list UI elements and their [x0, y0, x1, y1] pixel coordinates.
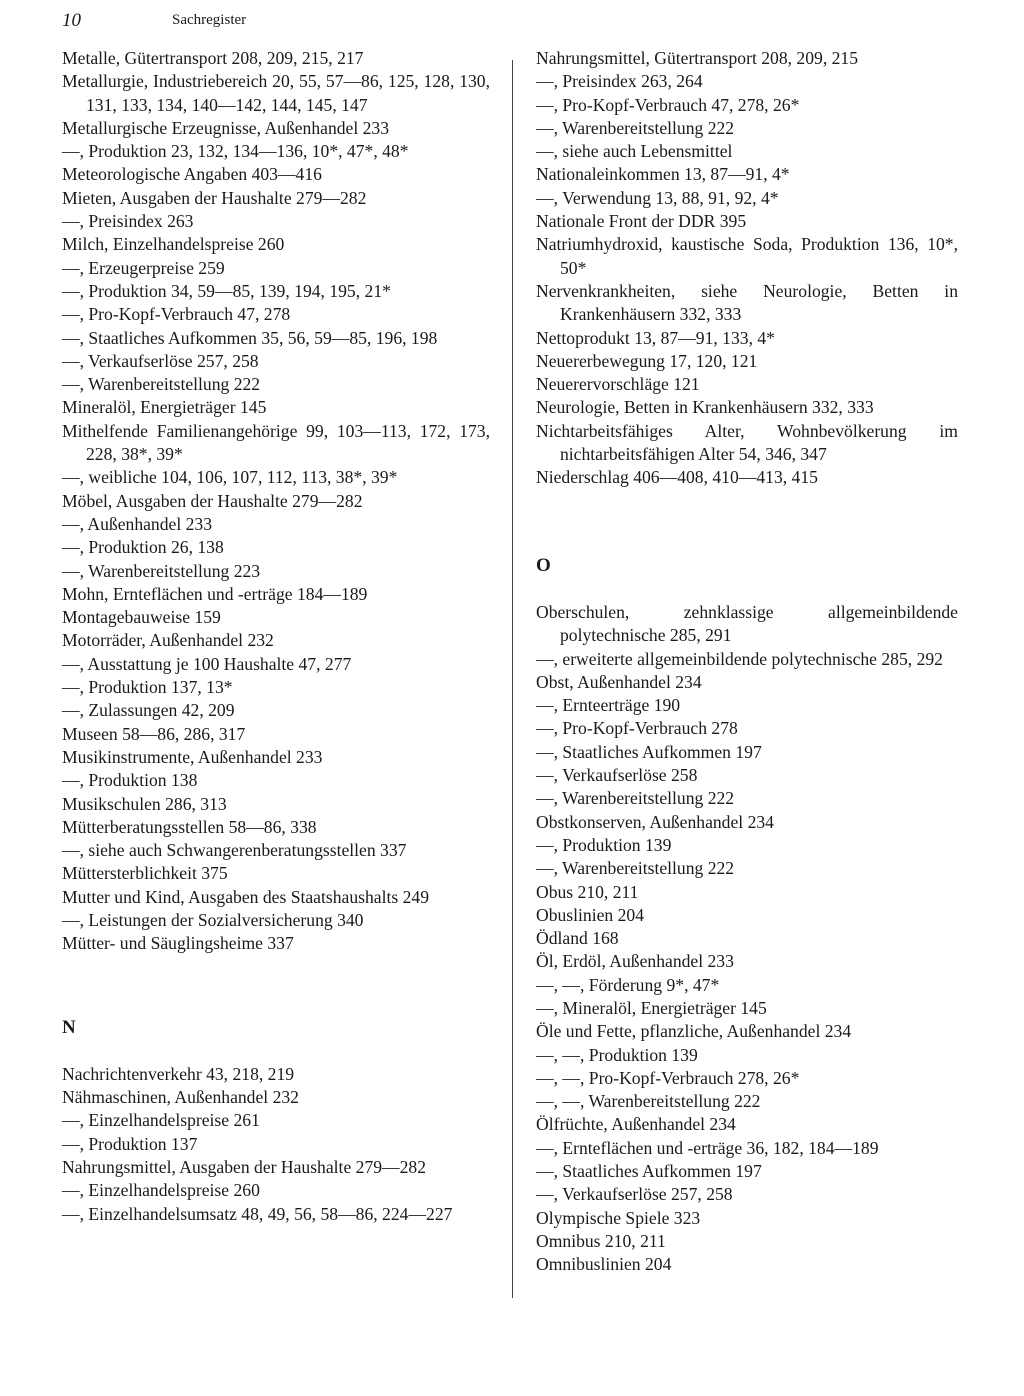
index-entry: —, Einzelhandelspreise 261 — [62, 1110, 260, 1131]
index-entry: —, Einzelhandelspreise 260 — [62, 1180, 260, 1201]
index-entry: —, Verkaufserlöse 258 — [536, 765, 698, 786]
index-entry: —, Ernteflächen und -erträge 36, 182, 184—189 — [536, 1137, 879, 1158]
section-gap — [536, 577, 958, 601]
index-entry: Nahrungsmittel, Ausgaben der Haushalte 279—282 — [62, 1157, 427, 1178]
index-entry: —, Verwendung 13, 88, 91, 92, 4* — [536, 187, 779, 208]
index-entry: —, Warenbereitstellung 222 — [536, 788, 735, 809]
index-entry: Obstkonserven, Außenhandel 234 — [536, 811, 774, 832]
index-entry: Obst, Außenhandel 234 — [536, 671, 702, 692]
index-entry: Nettoprodukt 13, 87—91, 133, 4* — [536, 327, 775, 348]
section-gap — [536, 490, 958, 554]
index-entry: —, Verkaufserlöse 257, 258 — [536, 1184, 733, 1205]
index-entry: —, Warenbereitstellung 222 — [62, 374, 261, 395]
index-group-o — [536, 601, 958, 1277]
index-entry: Ödland 168 — [536, 928, 619, 949]
section-gap — [62, 1039, 490, 1063]
index-entry: Museen 58—86, 286, 317 — [62, 723, 246, 744]
section-gap — [62, 956, 490, 1016]
index-entry: Nachrichtenverkehr 43, 218, 219 — [62, 1063, 295, 1084]
index-group-n-left — [62, 1063, 490, 1226]
index-entry: —, siehe auch Lebensmittel — [536, 141, 733, 162]
index-entry: —, —, Förderung 9*, 47* — [536, 974, 720, 995]
index-entry: Milch, Einzelhandelspreise 260 — [62, 234, 285, 255]
column-divider — [512, 60, 513, 1298]
index-entry: Montagebauweise 159 — [62, 607, 221, 628]
index-entry: Meteorologische Angaben 403—416 — [62, 164, 322, 185]
index-group-m — [62, 47, 490, 956]
index-entry: Möbel, Ausgaben der Haushalte 279—282 — [62, 490, 363, 511]
index-entry: —, Pro-Kopf-Verbrauch 47, 278, 26* — [536, 94, 800, 115]
section-letter-n: N — [62, 1016, 76, 1038]
index-entry: —, Pro-Kopf-Verbrauch 47, 278 — [62, 304, 291, 325]
index-entry: Musikschulen 286, 313 — [62, 793, 227, 814]
index-entry: Motorräder, Außenhandel 232 — [62, 630, 274, 651]
index-entry: Omnibus 210, 211 — [536, 1230, 666, 1251]
index-entry: —, Verkaufserlöse 257, 258 — [62, 350, 259, 371]
index-entry: —, Staatliches Aufkommen 197 — [536, 741, 762, 762]
index-entry: Omnibuslinien 204 — [536, 1254, 672, 1275]
index-entry: —, Produktion 23, 132, 134—136, 10*, 47*, 48* — [62, 141, 409, 162]
index-entry: —, —, Pro-Kopf-Verbrauch 278, 26* — [536, 1067, 800, 1088]
index-entry: —, weibliche 104, 106, 107, 112, 113, 38*, 39* — [62, 467, 398, 488]
index-entry: Öle und Fette, pflanzliche, Außenhandel 234 — [536, 1021, 852, 1042]
index-entry: Mohn, Ernteflächen und -erträge 184—189 — [62, 583, 368, 604]
index-entry: Neuerervorschläge 121 — [536, 374, 700, 395]
index-entry: Müttersterblichkeit 375 — [62, 863, 228, 884]
index-entry: —, Warenbereitstellung 222 — [536, 117, 735, 138]
index-entry: Metalle, Gütertransport 208, 209, 215, 217 — [62, 48, 364, 68]
index-entry: Niederschlag 406—408, 410—413, 415 — [536, 467, 818, 488]
index-entry: —, Preisindex 263 — [62, 211, 194, 232]
index-entry: —, Pro-Kopf-Verbrauch 278 — [536, 718, 738, 739]
index-entry: Nahrungsmittel, Gütertransport 208, 209, 215 — [536, 48, 859, 68]
index-entry: —, Staatliches Aufkommen 35, 56, 59—85, 196, 198 — [62, 327, 438, 348]
index-entry: Ölfrüchte, Außenhandel 234 — [536, 1114, 736, 1135]
page-number: 10 — [62, 10, 81, 31]
index-entry: Mütter- und Säuglingsheime 337 — [62, 933, 294, 954]
index-group-n-right — [536, 47, 958, 490]
index-entry: —, Außenhandel 233 — [62, 513, 213, 534]
index-entry: Mutter und Kind, Ausgaben des Staatshaushalts 249 — [62, 886, 429, 907]
index-entry: Mieten, Ausgaben der Haushalte 279—282 — [62, 187, 367, 208]
index-entry: Mütterberatungsstellen 58—86, 338 — [62, 816, 317, 837]
index-entry: —, Zulassungen 42, 209 — [62, 700, 235, 721]
index-entry: Mineralöl, Energieträger 145 — [62, 397, 267, 418]
index-entry: —, Erzeugerpreise 259 — [62, 257, 225, 278]
index-entry: Neuererbewegung 17, 120, 121 — [536, 350, 758, 371]
index-entry: —, Ernteerträge 190 — [536, 695, 681, 716]
index-entry: —, Leistungen der Sozialversicherung 340 — [62, 909, 364, 930]
index-entry: Neurologie, Betten in Krankenhäusern 332, 333 — [536, 397, 874, 418]
index-column-right — [536, 47, 958, 1277]
index-entry: Metallurgische Erzeugnisse, Außenhandel 233 — [62, 117, 390, 138]
index-entry: —, Ausstattung je 100 Haushalte 47, 277 — [62, 653, 352, 674]
index-entry: —, Warenbereitstellung 222 — [536, 858, 735, 879]
index-entry: —, —, Warenbereitstellung 222 — [536, 1091, 761, 1112]
index-entry: —, Produktion 137, 13* — [62, 677, 233, 698]
index-entry: Obus 210, 211 — [536, 881, 639, 902]
index-entry: Mithelfende Familienangehörige 99, 103—113, 172, 173, 228, 38*, 39* — [62, 420, 490, 465]
index-entry: —, Produktion 139 — [536, 834, 672, 855]
index-entry: Olympische Spiele 323 — [536, 1207, 701, 1228]
index-entry: Natriumhydroxid, kaustische Soda, Produktion 136, 10*, 50* — [536, 234, 958, 278]
index-entry: Oberschulen, zehnklassige allgemeinbildende polytechnische 285, 291 — [536, 601, 958, 646]
index-entry: —, —, Produktion 139 — [536, 1044, 698, 1065]
index-entry: —, Produktion 138 — [62, 770, 198, 791]
index-entry: Nähmaschinen, Außenhandel 232 — [62, 1087, 299, 1108]
index-entry: Metallurgie, Industriebereich 20, 55, 57—86, 125, 128, 130, 131, 133, 134, 140—142, 144, 145, 147 — [62, 71, 490, 115]
index-entry: Obuslinien 204 — [536, 904, 645, 925]
index-entry: Musikinstrumente, Außenhandel 233 — [62, 746, 323, 767]
index-entry: —, siehe auch Schwangerenberatungsstellen 337 — [62, 840, 407, 861]
running-title: Sachregister — [172, 12, 247, 28]
index-entry: —, Produktion 26, 138 — [62, 537, 224, 558]
index-entry: —, Mineralöl, Energieträger 145 — [536, 997, 767, 1018]
index-entry: —, Staatliches Aufkommen 197 — [536, 1161, 762, 1182]
index-entry: —, erweiterte allgemeinbildende polytechnische 285, 292 — [536, 648, 943, 669]
index-entry: Nichtarbeitsfähiges Alter, Wohnbevölkerung im nichtarbeitsfähigen Alter 54, 346, 347 — [536, 420, 958, 465]
index-entry: Öl, Erdöl, Außenhandel 233 — [536, 951, 734, 972]
section-letter-o: O — [536, 554, 551, 576]
index-column-left — [62, 47, 490, 1226]
index-entry: —, Einzelhandelsumsatz 48, 49, 56, 58—86, 224—227 — [62, 1203, 453, 1224]
index-entry: Nervenkrankheiten, siehe Neurologie, Betten in Krankenhäusern 332, 333 — [536, 280, 958, 325]
index-entry: Nationale Front der DDR 395 — [536, 211, 747, 232]
index-entry: Nationaleinkommen 13, 87—91, 4* — [536, 164, 790, 185]
index-entry: —, Produktion 34, 59—85, 139, 194, 195, 21* — [62, 280, 391, 301]
index-entry: —, Warenbereitstellung 223 — [62, 560, 261, 581]
index-entry: —, Preisindex 263, 264 — [536, 71, 703, 92]
index-entry: —, Produktion 137 — [62, 1133, 198, 1154]
